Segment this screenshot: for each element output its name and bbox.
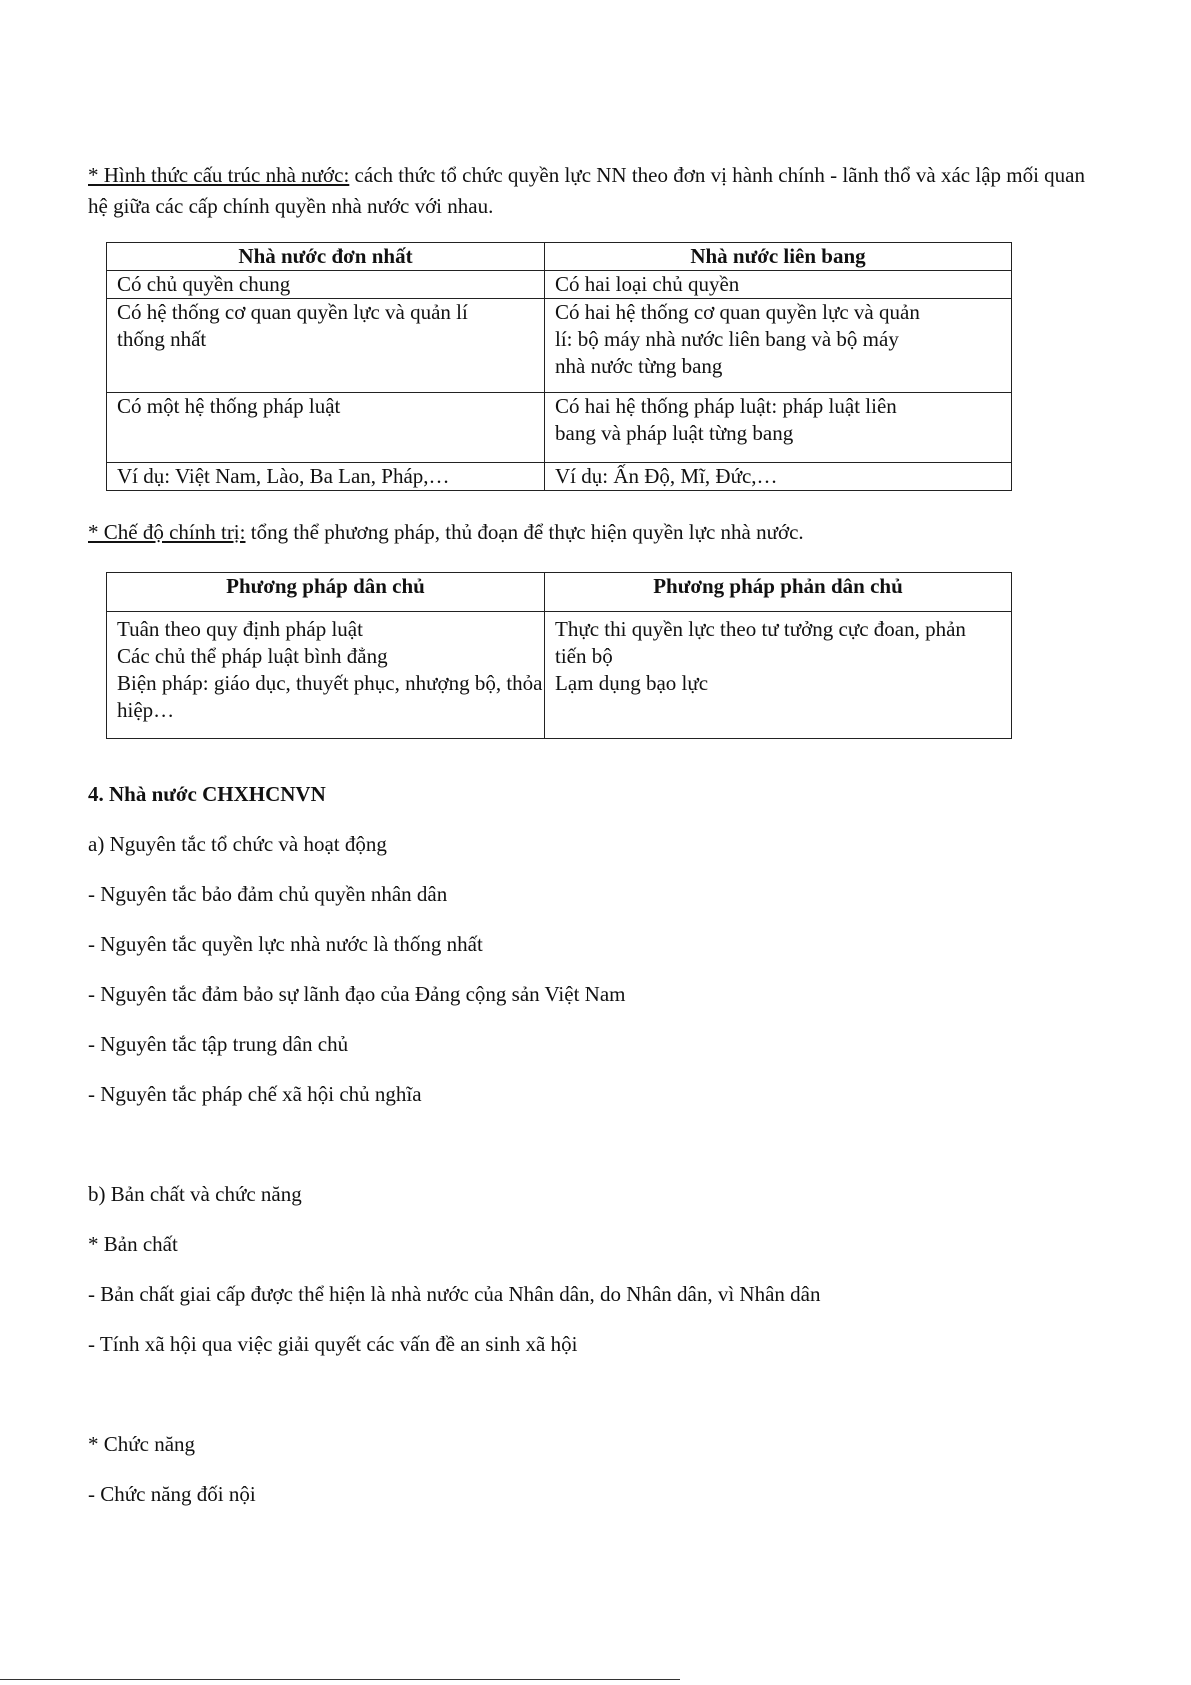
subsection-b-title: b) Bản chất và chức năng	[88, 1182, 302, 1206]
structure-definition-text: cách thức tổ chức quyền lực NN theo đơn vị hành chính - lãnh thổ và xác lập mối quan hệ giữa các cấp chính quyền nhà nước với nhau.	[88, 163, 1086, 218]
spacer	[88, 1119, 1088, 1169]
state-structure-table	[106, 242, 1012, 491]
political-method-table	[106, 572, 1012, 739]
list-item: - Nguyên tắc quyền lực nhà nước là thống nhất	[88, 932, 483, 956]
structure-term: * Hình thức cấu trúc nhà nước:	[88, 163, 350, 187]
democratic-item: Tuân theo quy định pháp luật	[117, 617, 363, 641]
table-cell	[545, 612, 1012, 739]
function-title: * Chức năng	[88, 1432, 196, 1456]
regime-term: * Chế độ chính trị:	[88, 520, 246, 544]
structure-definition	[88, 160, 1108, 222]
table-row	[107, 271, 1012, 299]
list-item: - Nguyên tắc bảo đảm chủ quyền nhân dân	[88, 882, 448, 906]
list-item: - Nguyên tắc tập trung dân chủ	[88, 1032, 349, 1056]
antidemocratic-item: Lạm dụng bạo lực	[555, 671, 709, 695]
document-page	[88, 160, 1108, 491]
table-cell: Có hai hệ thống cơ quan quyền lực và quản lí: bộ máy nhà nước liên bang và bộ máy nhà nước từng bang	[545, 299, 1012, 393]
regime-section	[88, 517, 1108, 739]
antidemocratic-item: Thực thi quyền lực theo tư tưởng cực đoan, phản tiến bộ	[555, 617, 966, 668]
table-row	[107, 299, 1012, 393]
subsection-a-title: a) Nguyên tắc tổ chức và hoạt động	[88, 832, 387, 856]
table-header-row	[107, 573, 1012, 612]
table-cell: Có một hệ thống pháp luật	[107, 393, 545, 463]
section-4-heading: 4. Nhà nước CHXHCNVN	[88, 782, 326, 806]
header-unitary-state: Nhà nước đơn nhất	[107, 243, 545, 271]
table-cell: Ví dụ: Việt Nam, Lào, Ba Lan, Pháp,…	[107, 463, 545, 491]
table-row	[107, 393, 1012, 463]
list-item: - Nguyên tắc đảm bảo sự lãnh đạo của Đảng cộng sản Việt Nam	[88, 982, 626, 1006]
regime-definition-text: tổng thể phương pháp, thủ đoạn để thực hiện quyền lực nhà nước.	[245, 520, 804, 544]
table-cell: Có chủ quyền chung	[107, 271, 545, 299]
list-item: - Nguyên tắc pháp chế xã hội chủ nghĩa	[88, 1082, 422, 1106]
list-item: - Tính xã hội qua việc giải quyết các vấn đề an sinh xã hội	[88, 1332, 578, 1356]
spacer	[88, 1369, 1088, 1419]
nature-title: * Bản chất	[88, 1232, 178, 1256]
header-federal-state: Nhà nước liên bang	[545, 243, 1012, 271]
list-item: - Chức năng đối nội	[88, 1482, 256, 1506]
footer-divider	[0, 1679, 680, 1680]
table-header-row	[107, 243, 1012, 271]
regime-definition	[88, 517, 1108, 548]
table-cell: Có hệ thống cơ quan quyền lực và quản lí thống nhất	[107, 299, 545, 393]
table-cell: Có hai hệ thống pháp luật: pháp luật liên bang và pháp luật từng bang	[545, 393, 1012, 463]
table-cell: Có hai loại chủ quyền	[545, 271, 1012, 299]
democratic-item: Các chủ thể pháp luật bình đẳng	[117, 644, 388, 668]
header-antidemocratic-method: Phương pháp phản dân chủ	[545, 573, 1012, 612]
table-row	[107, 612, 1012, 739]
democratic-item: Biện pháp: giáo dục, thuyết phục, nhượng bộ, thỏa hiệp…	[117, 671, 543, 722]
table-row	[107, 463, 1012, 491]
header-democratic-method: Phương pháp dân chủ	[107, 573, 545, 612]
list-item: - Bản chất giai cấp được thể hiện là nhà nước của Nhân dân, do Nhân dân, vì Nhân dân	[88, 1282, 821, 1306]
table-cell	[107, 612, 545, 739]
section-4	[88, 782, 1088, 1519]
table-cell: Ví dụ: Ấn Độ, Mĩ, Đức,…	[545, 463, 1012, 491]
